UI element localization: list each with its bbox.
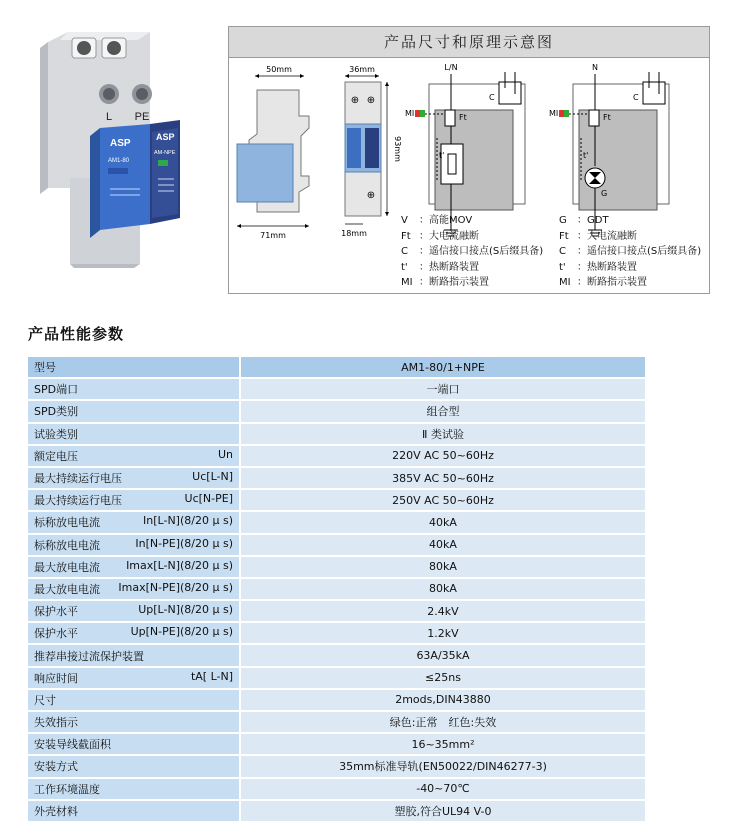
circuit1-top-label: L/N xyxy=(444,63,458,72)
spec-value: ≤25ns xyxy=(240,667,645,689)
spec-value: 35mm标准导轨(EN50022/DIN46277-3) xyxy=(240,755,645,777)
diagram-title: 产品尺寸和原理示意图 xyxy=(229,27,709,58)
spec-value: 385V AC 50~60Hz xyxy=(240,467,645,489)
spec-name: 安装方式 xyxy=(34,760,78,774)
legend-row: Ft ：大电流融断 xyxy=(401,230,479,242)
spec-symbol: Un xyxy=(217,447,233,461)
dim-50mm: 50mm xyxy=(266,65,292,74)
spec-name: 标称放电电流 xyxy=(34,538,100,552)
dimension-diagram-panel xyxy=(228,26,710,294)
model-right: AM-NPE xyxy=(154,150,176,156)
brand-right: ASP xyxy=(156,132,175,142)
table-row xyxy=(28,511,645,533)
dim-18mm: 18mm xyxy=(341,229,367,238)
spec-name: 最大放电电流 xyxy=(34,560,100,574)
spec-value: 16~35mm² xyxy=(240,733,645,755)
spec-name: SPD端口 xyxy=(34,383,79,397)
spec-name: 工作环境温度 xyxy=(34,782,100,796)
table-row xyxy=(28,622,645,644)
terminal-l-label: L xyxy=(105,111,113,123)
spec-value: AM1-80/1+NPE xyxy=(240,357,645,378)
spec-name: 保护水平 xyxy=(34,605,78,619)
spec-value: 塑胶,符合UL94 V-0 xyxy=(240,800,645,822)
spec-symbol: Uc[N-PE] xyxy=(184,492,233,506)
table-row xyxy=(28,467,645,489)
spec-symbol: Imax[L-N](8/20 μ s) xyxy=(126,558,233,572)
spec-name: 尺寸 xyxy=(34,693,56,707)
dim-93mm: 93mm xyxy=(393,136,402,162)
terminal-pe-label: PE xyxy=(134,111,150,123)
table-row xyxy=(28,400,645,422)
circuit2-top-label: N xyxy=(592,63,598,72)
legend-mov xyxy=(401,213,543,291)
model-left: AM1-80 xyxy=(108,158,130,164)
circuit1-c: C xyxy=(489,93,495,102)
dim-36mm: 36mm xyxy=(349,65,375,74)
brand-left: ASP xyxy=(110,138,131,149)
spec-symbol: tA[ L-N] xyxy=(190,669,233,683)
spec-name: SPD类别 xyxy=(34,405,79,419)
product-image xyxy=(30,28,220,268)
spec-value: -40~70℃ xyxy=(240,778,645,800)
table-row xyxy=(28,644,645,666)
table-row xyxy=(28,357,645,378)
spec-value: 80kA xyxy=(240,578,645,600)
spec-symbol: Uc[L-N] xyxy=(192,470,233,484)
circuit1-ft: Ft xyxy=(459,113,467,122)
spec-value: Ⅱ 类试验 xyxy=(240,423,645,445)
table-row xyxy=(28,445,645,467)
spec-name: 推荐串接过流保护装置 xyxy=(34,649,144,663)
spec-name: 外壳材料 xyxy=(34,804,78,818)
circuit1-mi: MI xyxy=(405,109,415,118)
svg-text:⊕: ⊕ xyxy=(350,95,360,106)
table-row xyxy=(28,755,645,777)
spec-name: 响应时间 xyxy=(34,671,78,685)
spec-name: 标称放电电流 xyxy=(34,516,100,530)
spec-name: 最大放电电流 xyxy=(34,582,100,596)
legend-row: C ：遥信接口接点(S后缀具备) xyxy=(559,246,702,257)
legend-row: t' ：热断路装置 xyxy=(559,261,637,273)
legend-row: MI ：断路指示装置 xyxy=(401,277,489,288)
spec-symbol: Imax[N-PE](8/20 μ s) xyxy=(118,580,233,594)
spec-value: 绿色:正常 红色:失效 xyxy=(240,711,645,733)
svg-text:⊕: ⊕ xyxy=(366,95,376,106)
spec-value: 250V AC 50~60Hz xyxy=(240,489,645,511)
table-row xyxy=(28,667,645,689)
spec-name: 安装导线截面积 xyxy=(34,738,111,752)
spec-name: 失效指示 xyxy=(34,716,78,730)
circuit2-c: C xyxy=(633,93,639,102)
circuit2-t: t' xyxy=(583,151,589,160)
spec-table xyxy=(28,357,645,823)
legend-row: G ：GDT xyxy=(559,215,609,226)
spec-name: 型号 xyxy=(34,361,56,375)
legend-row: V ：高能MOV xyxy=(401,215,473,226)
legend-row: MI ：断路指示装置 xyxy=(559,277,647,288)
spec-value: 40kA xyxy=(240,534,645,556)
spec-value: 2.4kV xyxy=(240,600,645,622)
legend-row: t' ：热断路装置 xyxy=(401,261,479,273)
circuit2-ft: Ft xyxy=(603,113,611,122)
table-row xyxy=(28,534,645,556)
circuit-diagram-mov xyxy=(405,63,525,236)
spec-name: 额定电压 xyxy=(34,449,78,463)
table-row xyxy=(28,378,645,400)
spec-name: 保护水平 xyxy=(34,627,78,641)
circuit-diagram-gdt xyxy=(549,63,669,236)
spec-value: 220V AC 50~60Hz xyxy=(240,445,645,467)
table-row xyxy=(28,600,645,622)
table-row xyxy=(28,489,645,511)
table-row xyxy=(28,423,645,445)
spec-symbol: Up[N-PE](8/20 μ s) xyxy=(130,625,233,639)
spec-value: 80kA xyxy=(240,556,645,578)
spec-name: 最大持续运行电压 xyxy=(34,472,122,486)
legend-gdt xyxy=(559,213,701,291)
front-view-drawing xyxy=(341,65,402,238)
table-row xyxy=(28,578,645,600)
legend-row: C ：遥信接口接点(S后缀具备) xyxy=(401,246,544,257)
spec-symbol: In[L-N](8/20 μ s) xyxy=(143,514,233,528)
circuit2-mi: MI xyxy=(549,109,559,118)
spec-value: 组合型 xyxy=(240,400,645,422)
circuit2-g: G xyxy=(601,189,608,198)
spec-symbol: Up[L-N](8/20 μ s) xyxy=(138,603,233,617)
spec-value: 40kA xyxy=(240,511,645,533)
spec-name: 试验类别 xyxy=(34,427,78,441)
circuit1-t: t' xyxy=(439,151,445,160)
table-row xyxy=(28,733,645,755)
legend-row: Ft ：大电流融断 xyxy=(559,230,637,242)
spec-name: 最大持续运行电压 xyxy=(34,494,122,508)
spec-value: 2mods,DIN43880 xyxy=(240,689,645,711)
spec-symbol: In[N-PE](8/20 μ s) xyxy=(135,536,233,550)
side-view-drawing xyxy=(237,65,309,240)
dim-71mm: 71mm xyxy=(260,231,286,240)
table-row xyxy=(28,711,645,733)
table-row xyxy=(28,556,645,578)
spec-value: 63A/35kA xyxy=(240,644,645,666)
table-row xyxy=(28,689,645,711)
section-title: 产品性能参数 xyxy=(28,325,125,343)
spec-value: 一端口 xyxy=(240,378,645,400)
spec-value: 1.2kV xyxy=(240,622,645,644)
svg-text:⊕: ⊕ xyxy=(366,190,376,201)
table-row xyxy=(28,778,645,800)
table-row xyxy=(28,800,645,822)
